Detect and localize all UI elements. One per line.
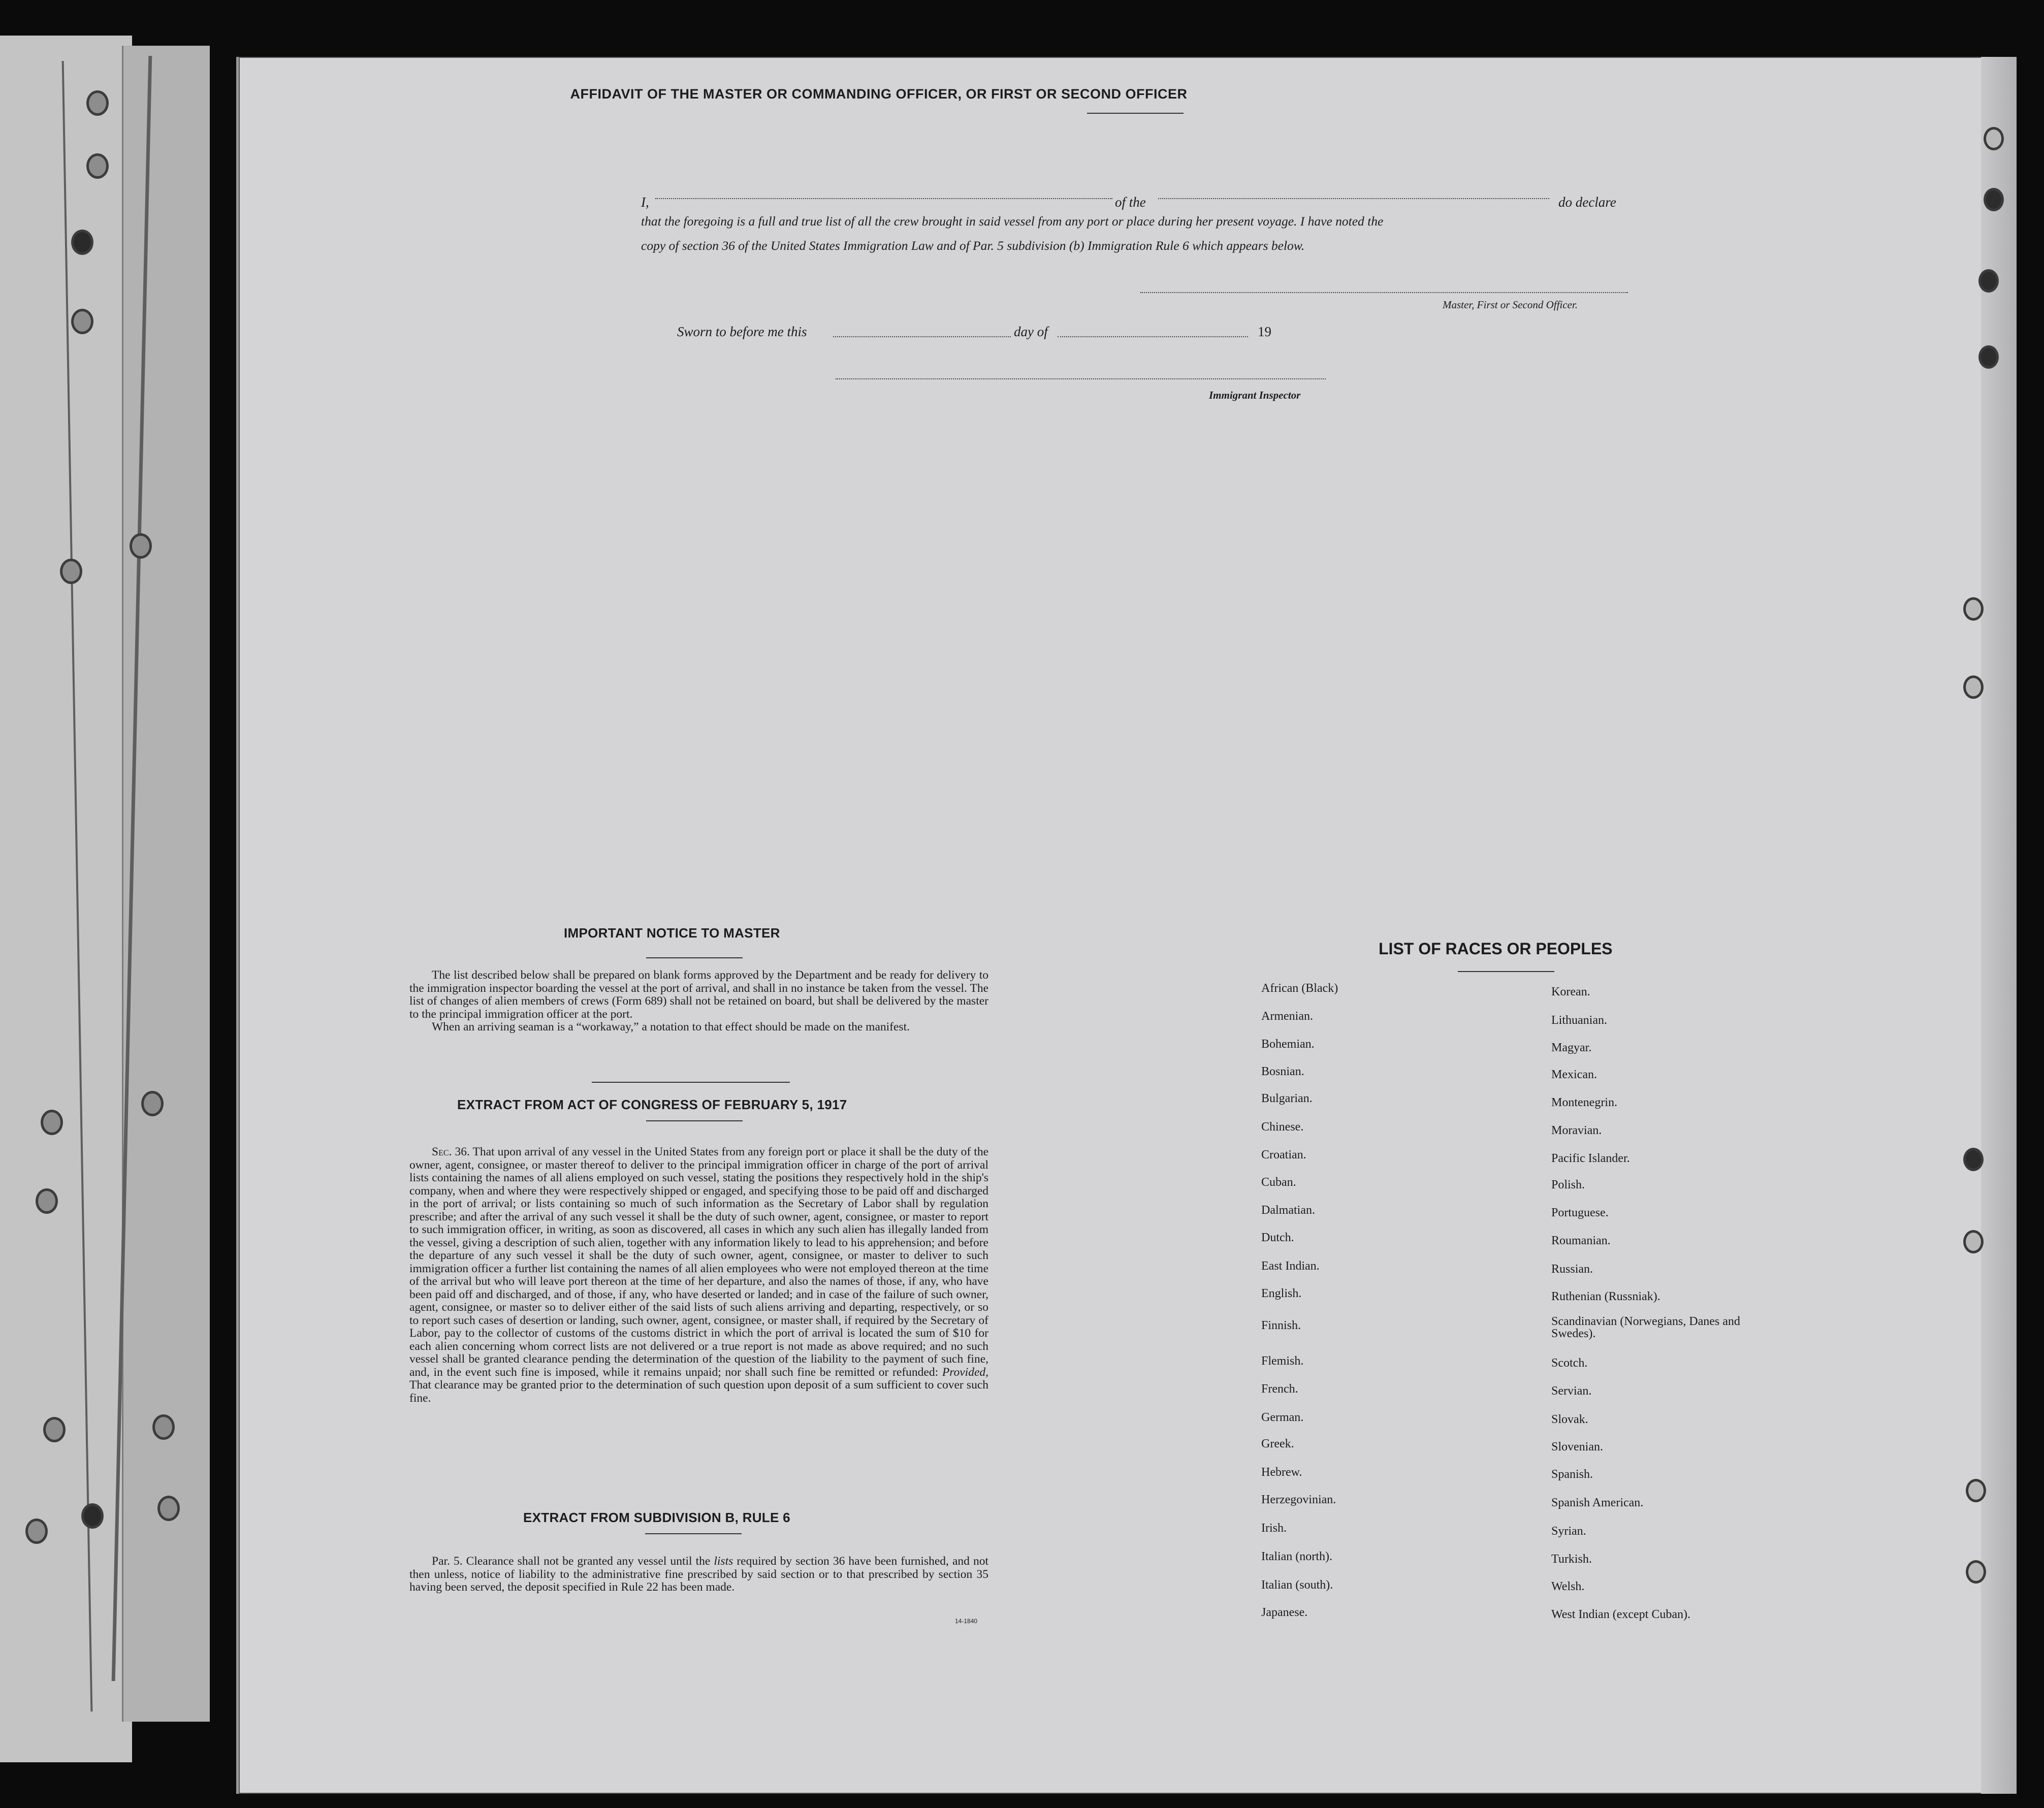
- punch-hole: [25, 1519, 48, 1544]
- punch-hole: [36, 1188, 58, 1214]
- extract-act-divider: [646, 1120, 743, 1121]
- rule-text-end: required by section 36 have been furnished, and not then unless, notice of liability to the administrative fine prescribed by said section or to that prescribed by section 35 having been served, the deposit specified in Rule 22 has been made.: [409, 1555, 988, 1594]
- extract-act-title: EXTRACT FROM ACT OF CONGRESS OF FEBRUARY 5, 1917: [457, 1097, 847, 1112]
- race-item-right: Moravian.: [1551, 1124, 1602, 1137]
- race-item-left: Finnish.: [1261, 1319, 1301, 1332]
- punch-hole: [41, 1110, 63, 1135]
- document-sheet: [236, 57, 2017, 1794]
- race-item-right: Korean.: [1551, 985, 1590, 998]
- punch-hole: [1966, 1479, 1986, 1502]
- notice-paragraph: When an arriving seaman is a “workaway,” a notation to that effect should be made on the manifest.: [432, 1020, 910, 1034]
- punch-hole: [86, 90, 109, 116]
- punch-hole: [130, 533, 152, 559]
- race-item-right: Montenegrin.: [1551, 1096, 1617, 1109]
- race-item-right: Lithuanian.: [1551, 1014, 1607, 1027]
- punch-hole: [71, 230, 93, 255]
- race-item-left: Irish.: [1261, 1522, 1287, 1535]
- race-item-right: West Indian (except Cuban).: [1551, 1608, 1690, 1621]
- extract-act-body: [409, 1146, 988, 1405]
- punch-hole: [81, 1503, 104, 1529]
- affidavit-body-line2: copy of section 36 of the United States Immigration Law and of Par. 5 subdivision (b) Immigration Rule 6 which appears below.: [641, 238, 1305, 253]
- form-number: 14-1840: [955, 1618, 978, 1625]
- provided-label: Provided,: [942, 1365, 989, 1379]
- lists-word: lists: [714, 1555, 733, 1568]
- race-item-right: Pacific Islander.: [1551, 1152, 1630, 1165]
- affiant-label: I,: [641, 195, 649, 210]
- notice-divider: [646, 957, 743, 958]
- sworn-month-field[interactable]: [1058, 336, 1248, 337]
- notice-paragraph: The list described below shall be prepared on blank forms approved by the Department and be ready for delivery to the immigration inspector boarding the vessel at the port of arrival, and shall in no instance be taken from the vessel. The list of changes of alien members of crews (Form 689) shall not be retained on board, but shall be delivered by the master to the principal immigration officer at the port.: [409, 968, 988, 1021]
- race-item-left: French.: [1261, 1382, 1298, 1396]
- race-item-right: Slovenian.: [1551, 1440, 1603, 1454]
- race-item-right: Mexican.: [1551, 1068, 1597, 1081]
- race-item-left: Flemish.: [1261, 1354, 1304, 1368]
- race-item-right: Magyar.: [1551, 1041, 1592, 1054]
- inspector-label: Immigrant Inspector: [1209, 389, 1301, 401]
- race-item-left: Cuban.: [1261, 1176, 1296, 1189]
- punch-hole: [1984, 188, 2004, 211]
- race-item-right: Scotch.: [1551, 1357, 1588, 1370]
- race-item-right: Syrian.: [1551, 1525, 1586, 1538]
- race-item-left: Bulgarian.: [1261, 1092, 1313, 1105]
- race-item-right: Turkish.: [1551, 1553, 1592, 1566]
- sheet-right-edge: [1981, 57, 2017, 1794]
- race-item-left: Herzegovinian.: [1261, 1493, 1336, 1506]
- punch-hole: [152, 1414, 175, 1440]
- sworn-day-field[interactable]: [833, 336, 1011, 337]
- extract-rule-body: [409, 1555, 988, 1594]
- race-item-left: Bohemian.: [1261, 1038, 1315, 1051]
- punch-hole: [141, 1091, 164, 1116]
- section-divider: [592, 1082, 790, 1083]
- affiant-name-field[interactable]: [655, 198, 1112, 199]
- punch-hole: [86, 153, 109, 179]
- affidavit-title: AFFIDAVIT OF THE MASTER OR COMMANDING OFFICER, OR FIRST OR SECOND OFFICER: [570, 86, 1188, 102]
- punch-hole: [1963, 675, 1984, 699]
- race-item-right: Portuguese.: [1551, 1206, 1609, 1219]
- punch-hole: [43, 1417, 66, 1442]
- sworn-label: Sworn to before me this: [677, 324, 807, 339]
- race-item-left: Greek.: [1261, 1437, 1294, 1450]
- vessel-label: of the: [1115, 195, 1146, 210]
- race-item-left: Hebrew.: [1261, 1466, 1302, 1479]
- affidavit-body-line1: that the foregoing is a full and true list of all the crew brought in said vessel from any port or place during her present voyage. I have noted the: [641, 214, 1384, 229]
- inspector-signature-field[interactable]: [836, 378, 1326, 379]
- day-of-label: day of: [1014, 324, 1048, 339]
- race-item-right: Welsh.: [1551, 1580, 1585, 1593]
- vessel-name-field[interactable]: [1158, 198, 1549, 199]
- notice-body: [409, 969, 988, 1034]
- race-item-left: Chinese.: [1261, 1120, 1304, 1134]
- race-item-left: Japanese.: [1261, 1606, 1308, 1619]
- race-item-right: Polish.: [1551, 1178, 1585, 1191]
- punch-hole: [71, 309, 93, 334]
- punch-hole: [1963, 1230, 1984, 1253]
- race-item-left: Armenian.: [1261, 1010, 1313, 1023]
- race-item-right: Russian.: [1551, 1263, 1593, 1276]
- punch-hole: [1978, 269, 1999, 293]
- race-item-left: African (Black): [1261, 982, 1338, 995]
- title-divider: [1087, 113, 1184, 114]
- race-item-left: East Indian.: [1261, 1260, 1320, 1273]
- binder-strip-inner: [122, 46, 210, 1722]
- race-item-right: Slovak.: [1551, 1413, 1588, 1426]
- race-item-right: Spanish.: [1551, 1468, 1593, 1481]
- punch-hole: [1963, 1148, 1984, 1171]
- race-item-right: Spanish American.: [1551, 1496, 1644, 1509]
- punch-hole: [1978, 345, 1999, 369]
- notice-title: IMPORTANT NOTICE TO MASTER: [564, 925, 780, 941]
- punch-hole: [1963, 597, 1984, 621]
- section-text: That upon arrival of any vessel in the United States from any foreign port or place it shall be the duty of the owner, agent, consignee, or master thereof to deliver to the principal immigration officer in charge of the port of arrival lists containing the names of all aliens employed on such vessel, stating the positions they respectively hold in the ship's company, when and where they were respectively shipped or engaged, and specifying those to be paid off and discharged in the port of arrival; or lists containing so much of such information as the Secretary of Labor shall by regulation prescribe; and after the arrival of any such vessel it shall be the duty of such owner, agent, consignee, or master to report to such immigration officer, in writing, as soon as discovered, all cases in which any such alien has illegally landed from the vessel, giving a description of such alien, together with any information likely to lead to his apprehension; and before the departure of any such vessel it shall be the duty of such owner, agent, consignee, or master to deliver to such immigration officer a further list containing the names of all alien employees who were not employed thereon at the time of the arrival but who will leave port thereon at the time of her departure, and also the names of those, if any, who have been paid off and discharged, and of those, if any, who have deserted or landed; and in case of the failure of such owner, agent, consignee, or master so to deliver either of the said lists of such aliens arriving and departing, respectively, or so to report such cases of desertion or landing, such owner, agent, consignee, or master shall, if required by the Secretary of Labor, pay to the collector of customs of the customs district in which the port of arrival is located the sum of $10 for each alien concerning whom correct lists are not delivered or a true report is not made as above required; and no such vessel shall be granted clearance pending the determination of the question of the liability to the payment of such fine, and, in the event such fine is imposed, while it remains unpaid; nor shall such fine be remitted or refunded:: [409, 1145, 989, 1379]
- race-item-left: Italian (north).: [1261, 1550, 1332, 1563]
- rule-text: Par. 5. Clearance shall not be granted any vessel until the: [432, 1555, 711, 1568]
- extract-rule-divider: [645, 1533, 742, 1534]
- punch-hole: [1966, 1560, 1986, 1584]
- master-signature-field[interactable]: [1140, 292, 1628, 293]
- race-item-left: English.: [1261, 1287, 1302, 1300]
- punch-hole: [1984, 127, 2004, 150]
- race-item-right: Roumanian.: [1551, 1234, 1611, 1247]
- section-label: Sec. 36.: [432, 1145, 470, 1158]
- year-label: 19: [1258, 324, 1271, 339]
- races-divider: [1458, 971, 1554, 972]
- race-item-right: Servian.: [1551, 1384, 1592, 1398]
- punch-hole: [157, 1496, 180, 1521]
- race-item-left: Italian (south).: [1261, 1578, 1333, 1592]
- race-item-left: Croatian.: [1261, 1148, 1306, 1161]
- races-title: LIST OF RACES OR PEOPLES: [1379, 940, 1613, 958]
- section-text-end: That clearance may be granted prior to the determination of such question upon deposit of a sum sufficient to cover such fine.: [409, 1378, 988, 1405]
- race-item-left: German.: [1261, 1411, 1304, 1424]
- race-item-left: Dalmatian.: [1261, 1204, 1315, 1217]
- race-item-right: Scandinavian (Norwegians, Danes and Swedes).: [1551, 1315, 1740, 1340]
- race-item-right: Ruthenian (Russniak).: [1551, 1290, 1660, 1303]
- declare-label: do declare: [1558, 195, 1616, 210]
- extract-rule-title: EXTRACT FROM SUBDIVISION B, RULE 6: [523, 1510, 790, 1525]
- race-item-left: Bosnian.: [1261, 1065, 1304, 1078]
- punch-hole: [60, 559, 82, 584]
- race-item-left: Dutch.: [1261, 1231, 1294, 1244]
- master-signature-label: Master, First or Second Officer.: [1443, 299, 1578, 311]
